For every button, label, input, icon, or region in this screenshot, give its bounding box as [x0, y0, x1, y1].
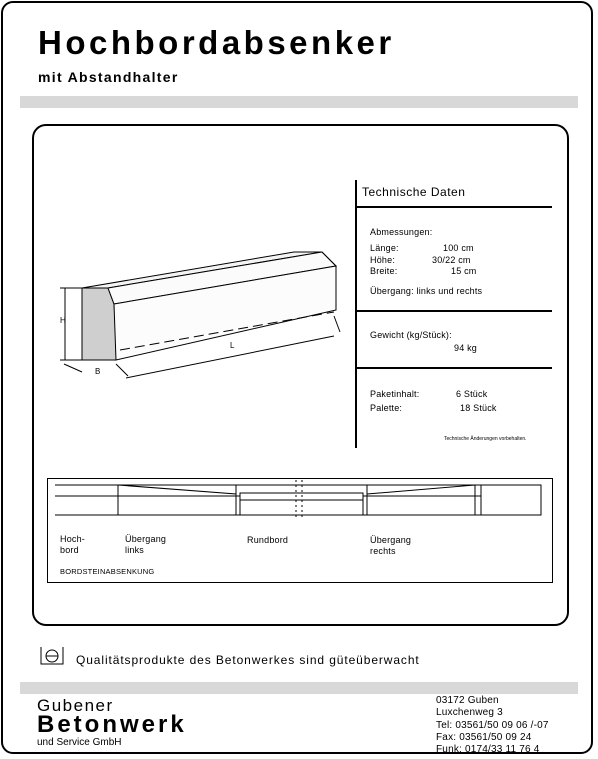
tech-data-title: Technische Daten	[362, 185, 466, 199]
tech-separator	[357, 367, 552, 369]
address-line: Tel: 03561/50 09 06 /-07	[436, 720, 549, 731]
dimensions-heading: Abmessungen:	[370, 227, 433, 237]
strip-label-right-1: Übergang	[370, 535, 412, 545]
tech-separator	[357, 206, 552, 208]
dimension-h-label: H	[60, 316, 66, 325]
strip-label-hochbord-1: Hoch-	[60, 534, 86, 544]
address-line: Luxchenweg 3	[436, 707, 503, 718]
brand-name-main: Betonwerk	[37, 711, 187, 738]
dimension-l-label: L	[230, 341, 235, 350]
tech-data-divider	[355, 180, 357, 448]
footer-divider	[20, 682, 578, 694]
strip-label-hochbord-2: bord	[60, 545, 79, 555]
brand-subline: und Service GmbH	[37, 737, 122, 748]
strip-label-right-2: rechts	[370, 546, 396, 556]
strip-caption: BORDSTEINABSENKUNG	[60, 567, 155, 576]
address-line: 03172 Guben	[436, 695, 499, 706]
address-line: Fax: 03561/50 09 24	[436, 732, 532, 743]
page-title: Hochbordabsenker	[38, 24, 395, 61]
length-value: 100 cm	[443, 243, 474, 253]
package-value: 6 Stück	[456, 389, 488, 399]
transition-note: Übergang: links und rechts	[370, 286, 483, 296]
quality-seal-icon	[38, 642, 66, 668]
brand-name-top: Gubener	[37, 696, 114, 715]
width-value: 15 cm	[451, 266, 477, 276]
curb-front-face	[82, 288, 116, 360]
strip-label-rundbord: Rundbord	[247, 535, 289, 545]
curb-drawing	[40, 240, 360, 390]
package-label: Paketinhalt:	[370, 389, 420, 399]
width-label: Breite:	[370, 266, 398, 276]
curb-strip-diagram	[55, 480, 547, 522]
address-line: Funk: 0174/33 11 76 4	[436, 744, 540, 755]
header-divider	[20, 96, 578, 108]
pallet-label: Palette:	[370, 403, 403, 413]
quality-statement: Qualitätsprodukte des Betonwerkes sind güteüberwacht	[76, 653, 420, 667]
technical-disclaimer: Technische Änderungen vorbehalten.	[444, 436, 527, 442]
height-value: 30/22 cm	[432, 255, 471, 265]
weight-value: 94 kg	[454, 343, 478, 353]
tech-separator	[357, 310, 552, 312]
strip-label-left-2: links	[125, 545, 145, 555]
weight-label: Gewicht (kg/Stück):	[370, 330, 452, 340]
page-subtitle: mit Abstandhalter	[38, 69, 179, 85]
dimension-b-label: B	[95, 367, 101, 376]
length-label: Länge:	[370, 243, 399, 253]
height-label: Höhe:	[370, 255, 396, 265]
pallet-value: 18 Stück	[460, 403, 497, 413]
strip-label-left-1: Übergang	[125, 534, 167, 544]
